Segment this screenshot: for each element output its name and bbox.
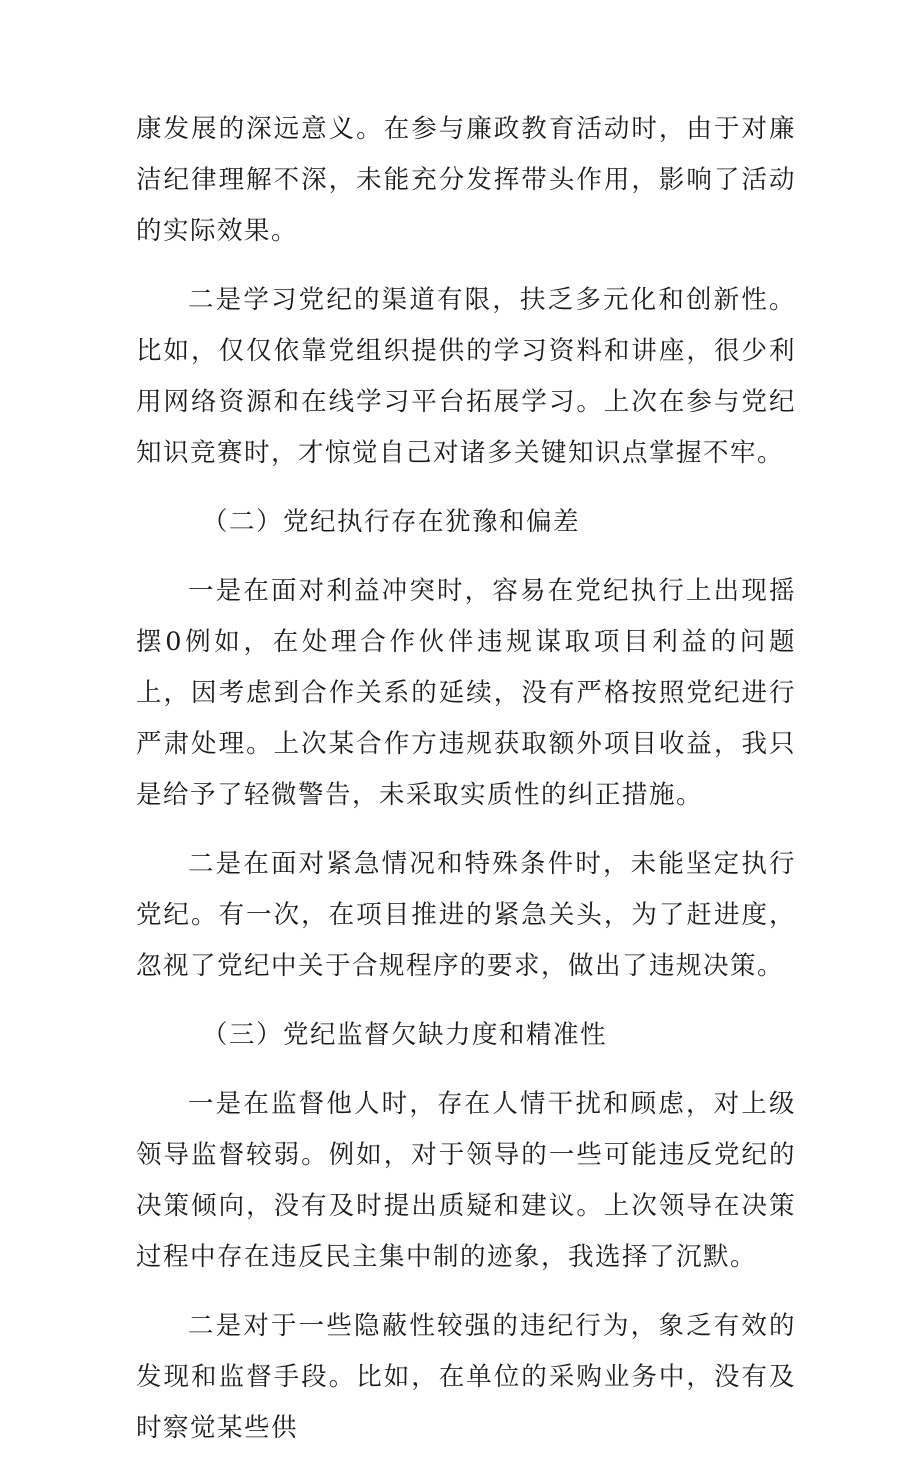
paragraph-5: 一是在监督他人时，存在人情干扰和顾虑，对上级领导监督较弱。例如，对于领导的一些可能违反党纪的决策倾向，没有及时提出质疑和建议。上次领导在决策过程中存在违反民主集中制的迹象，我选择了沉默。 [136,1089,796,1272]
paragraph-4: 二是在面对紧急情况和特殊条件时，未能坚定执行党纪。有一次，在项目推进的紧急关头，为了赶进度，忽视了党纪中关于合规程序的要求，做出了违规决策。 [136,849,796,981]
paragraph-1: 康发展的深远意义。在参与廉政教育活动时，由于对廉洁纪律理解不深，未能充分发挥带头作用，影响了活动的实际效果。 [136,114,796,246]
document-body [136,104,796,1472]
section-heading-3: （三）党纪监督欠缺力度和精准性 [202,1020,608,1050]
section-heading-2: （二）党纪执行存在犹豫和偏差 [202,507,581,537]
paragraph-6: 二是对于一些隐蔽性较强的违纪行为，象乏有效的发现和监督手段。比如，在单位的采购业务中，没有及时察觉某些供 [136,1311,796,1443]
paragraph-2: 二是学习党纪的渠道有限，扶乏多元化和创新性。比如，仅仅依靠党组织提供的学习资料和讲座，很少利用网络资源和在线学习平台拓展学习。上次在参与党纪知识竞赛时，才惊觉自己对诸多关键知识点掌握不牢。 [136,285,796,468]
paragraph-3: 一是在面对利益冲突时，容易在党纪执行上出现摇摆0例如，在处理合作伙伴违规谋取项目利益的问题上，因考虑到合作关系的延续，没有严格按照党纪进行严肃处理。上次某合作方违规获取额外项目收益，我只是给予了轻微警告，未采取实质性的纠正措施。 [136,576,796,810]
